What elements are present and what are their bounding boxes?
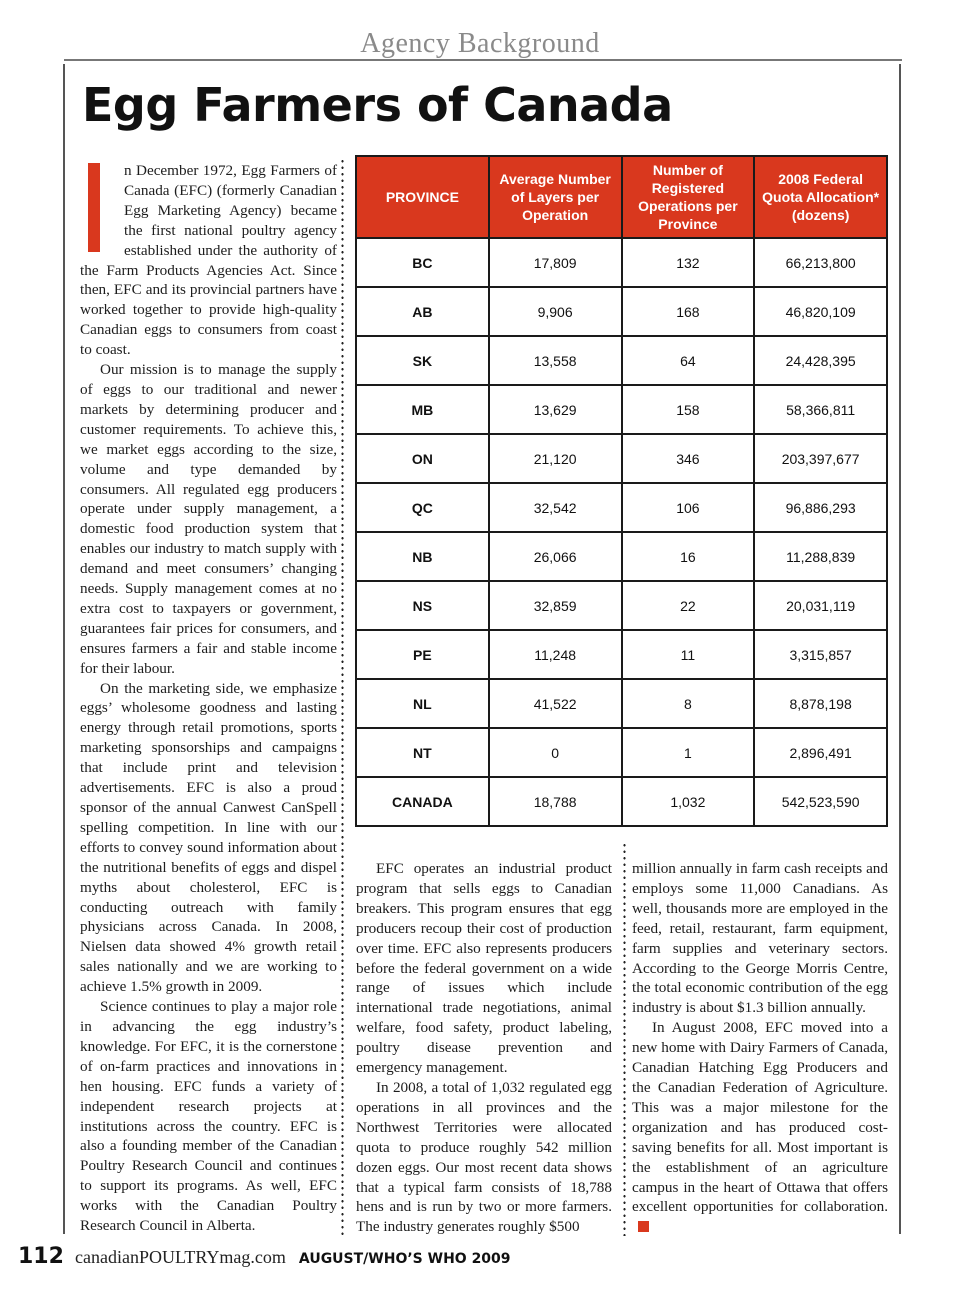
cell-province: ON bbox=[356, 434, 489, 483]
cell-province: NB bbox=[356, 532, 489, 581]
cell-operations: 8 bbox=[622, 679, 755, 728]
cell-quota: 46,820,109 bbox=[754, 287, 887, 336]
table-row bbox=[356, 336, 887, 385]
cell-quota: 2,896,491 bbox=[754, 728, 887, 777]
cell-province: SK bbox=[356, 336, 489, 385]
paragraph-1 bbox=[80, 161, 337, 360]
cell-province: MB bbox=[356, 385, 489, 434]
cell-avg-layers: 41,522 bbox=[489, 679, 622, 728]
cell-operations: 158 bbox=[622, 385, 755, 434]
paragraph-8-text: In August 2008, EFC moved into a new home with Dairy Farmers of Canada, Canadian Hatching Egg Producers and the Canadian Federation of Agriculture. This was a major milestone for the organization and has produced cost-saving benefits for all. Most important is the establishment of an agriculture campus in the heart of Ottawa that offers excellent opportunities for collaboration. bbox=[632, 1019, 888, 1216]
cell-operations: 1,032 bbox=[622, 777, 755, 826]
cell-quota: 24,428,395 bbox=[754, 336, 887, 385]
quota-table bbox=[355, 155, 888, 827]
cell-quota: 11,288,839 bbox=[754, 532, 887, 581]
table-header-row bbox=[356, 156, 887, 238]
paragraph-3: On the marketing side, we emphasize eggs’ wholesome goodness and lasting energy through retail promotions, sports marketing sponsorships and campaigns that include print and television advertisements. EFC is also a proud sponsor of the annual Canwest CanSpell spelling competition. In line with our efforts to convey sound information about the nutritional benefits of eggs and dispel myths about cholesterol, EFC is conducting outreach with family physicians across Canada. In 2008, Nielsen data showed 4% growth retail sales nationally and we are working to achieve 1.5% growth in 2009. bbox=[80, 679, 337, 996]
table-row bbox=[356, 238, 887, 287]
paragraph-8 bbox=[632, 1018, 888, 1237]
article-column-3 bbox=[632, 859, 888, 1237]
page-number: 112 bbox=[18, 1244, 64, 1269]
section-rule bbox=[64, 59, 902, 61]
table-row bbox=[356, 581, 887, 630]
cell-province: NL bbox=[356, 679, 489, 728]
cell-province: NS bbox=[356, 581, 489, 630]
cell-operations: 16 bbox=[622, 532, 755, 581]
paragraph-4: Science continues to play a major role in advancing the egg industry’s knowledge. For EFC, it is the cornerstone of on-farm practices and innovations in hen housing. EFC funds a variety of independent research projects at institutions across the country. EFC is also a founding member of the Canadian Poultry Research Council and continues to support its programs. As well, EFC works with the Canadian Poultry Research Council in Alberta. bbox=[80, 998, 337, 1235]
footer-site: canadianPOULTRYmag.com bbox=[75, 1247, 286, 1267]
cell-quota: 66,213,800 bbox=[754, 238, 887, 287]
paragraph-7: million annually in farm cash receipts and employs some 11,000 Canadians. As well, thousands more are employed in the feed, retail, restaurant, farm equipment, farm supplies and veterinary sectors. According to the George Morris Centre, the total economic contribution of the egg industry is about $1.3 billion annually. bbox=[632, 860, 888, 1017]
cell-avg-layers: 32,859 bbox=[489, 581, 622, 630]
header-operations: Number of Registered Operations per Province bbox=[622, 156, 755, 238]
table-row bbox=[356, 679, 887, 728]
article-column-2 bbox=[356, 859, 612, 1237]
cell-operations: 64 bbox=[622, 336, 755, 385]
footer-issue: AUGUST/WHO’S WHO 2009 bbox=[298, 1251, 511, 1267]
paragraph-5: EFC operates an industrial product program that sells eggs to Canadian breakers. This program ensures that egg producers recoup their cost of production over time. EFC also represents producers before the federal government on a wide range of issues which include international trade negotiations, animal welfare, food safety, product labeling, poultry disease prevention and emergency management. bbox=[356, 860, 612, 1077]
cell-province: NT bbox=[356, 728, 489, 777]
paragraph-1-text: n December 1972, Egg Farmers of Canada (EFC) (formerly Canadian Egg Marketing Agency) became the first national poultry agency established under the authority of the Farm Products Agencies Act. Since then, EFC and its provincial partners have worked together to provide high-quality Canadian eggs to consumers from coast to coast. bbox=[80, 162, 337, 359]
section-heading: Agency Background bbox=[360, 28, 600, 59]
cell-province: QC bbox=[356, 483, 489, 532]
end-mark-icon bbox=[638, 1221, 649, 1232]
cell-operations: 1 bbox=[622, 728, 755, 777]
cell-province: PE bbox=[356, 630, 489, 679]
cell-quota: 203,397,677 bbox=[754, 434, 887, 483]
article-title: Egg Farmers of Canada bbox=[82, 78, 673, 132]
column-divider-2 bbox=[623, 842, 626, 1236]
cell-quota: 20,031,119 bbox=[754, 581, 887, 630]
header-province: PROVINCE bbox=[356, 156, 489, 238]
cell-avg-layers: 17,809 bbox=[489, 238, 622, 287]
table-row bbox=[356, 777, 887, 826]
cell-avg-layers: 9,906 bbox=[489, 287, 622, 336]
cell-avg-layers: 11,248 bbox=[489, 630, 622, 679]
cell-avg-layers: 26,066 bbox=[489, 532, 622, 581]
paragraph-2: Our mission is to manage the supply of eggs to our traditional and newer markets by determining producer and customer requirements. To achieve this, we market eggs according to the size, volume and type demanded by consumers. All regulated egg producers operate under supply management, a domestic food production system that enables our industry to match supply with demand and meet consumers’ changing needs. Supply management comes at no extra cost to taxpayers or government, guarantees fair prices for consumers, and ensures farmers a fair and stable income for their labour. bbox=[80, 361, 337, 677]
cell-quota: 58,366,811 bbox=[754, 385, 887, 434]
cell-avg-layers: 18,788 bbox=[489, 777, 622, 826]
cell-quota: 96,886,293 bbox=[754, 483, 887, 532]
cell-avg-layers: 21,120 bbox=[489, 434, 622, 483]
cell-operations: 106 bbox=[622, 483, 755, 532]
cell-operations: 132 bbox=[622, 238, 755, 287]
table-body bbox=[356, 238, 887, 826]
cell-operations: 11 bbox=[622, 630, 755, 679]
table-row bbox=[356, 728, 887, 777]
article-column-1 bbox=[80, 161, 337, 1236]
column-divider-1 bbox=[341, 158, 344, 1236]
table-row bbox=[356, 434, 887, 483]
cell-quota: 542,523,590 bbox=[754, 777, 887, 826]
drop-cap-bar bbox=[88, 163, 100, 252]
cell-avg-layers: 32,542 bbox=[489, 483, 622, 532]
cell-province: BC bbox=[356, 238, 489, 287]
header-avg-layers: Average Number of Layers per Operation bbox=[489, 156, 622, 238]
table-row bbox=[356, 532, 887, 581]
table-row bbox=[356, 385, 887, 434]
header-quota: 2008 Federal Quota Allocation* (dozens) bbox=[754, 156, 887, 238]
table-row bbox=[356, 630, 887, 679]
page-footer bbox=[18, 1244, 511, 1274]
cell-operations: 22 bbox=[622, 581, 755, 630]
table-row bbox=[356, 483, 887, 532]
cell-operations: 346 bbox=[622, 434, 755, 483]
cell-quota: 8,878,198 bbox=[754, 679, 887, 728]
cell-avg-layers: 0 bbox=[489, 728, 622, 777]
cell-avg-layers: 13,629 bbox=[489, 385, 622, 434]
cell-operations: 168 bbox=[622, 287, 755, 336]
cell-province: CANADA bbox=[356, 777, 489, 826]
cell-province: AB bbox=[356, 287, 489, 336]
cell-quota: 3,315,857 bbox=[754, 630, 887, 679]
cell-avg-layers: 13,558 bbox=[489, 336, 622, 385]
table-row bbox=[356, 287, 887, 336]
paragraph-6: In 2008, a total of 1,032 regulated egg operations in all provinces and the Northwest Territories were allocated quota to produce roughly 542 million dozen eggs. Our most recent data shows that a typical farm consists of 18,788 hens and is run by two or more farmers. The industry generates roughly $500 bbox=[356, 1078, 612, 1236]
